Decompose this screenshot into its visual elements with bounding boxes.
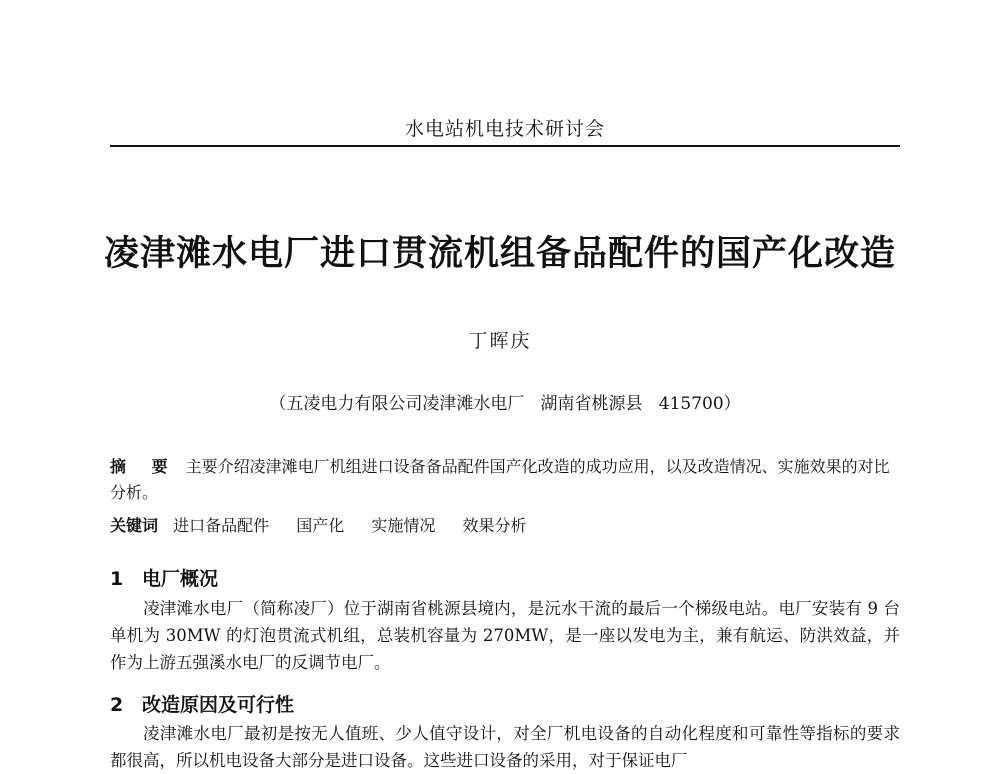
section-heading-1 [110,564,900,591]
abstract [110,454,900,506]
section-heading-2 [110,690,900,717]
section-number: 2 [110,694,124,716]
keywords-label: 关键词 [110,516,159,535]
section-1-paragraph: 凌津滩水电厂（简称凌厂）位于湖南省桃源县境内，是沅水干流的最后一个梯级电站。电厂安装有 9 台单机为 30MW 的灯泡贯流式机组，总装机容量为 270MW，是一座以发电为主，兼有航运、防洪效益，并作为上游五强溪水电厂的反调节电厂。 [110,599,900,672]
abstract-label: 摘 要 [110,457,178,476]
keyword-item: 效果分析 [462,516,527,535]
paper-title: 凌津滩水电厂进口贯流机组备品配件的国产化改造 [103,233,896,274]
keyword-item: 进口备品配件 [173,516,270,535]
header-rule [110,145,900,147]
running-header: 水电站机电技术研讨会 [404,118,605,140]
section-title: 改造原因及可行性 [142,694,295,716]
author-affiliation: （五凌电力有限公司凌津滩水电厂 湖南省桃源县 415700） [269,394,741,414]
author-name: 丁晖庆 [468,330,532,352]
keyword-item: 国产化 [296,516,345,535]
keywords [110,513,900,539]
keyword-item: 实施情况 [371,516,436,535]
section-number: 1 [110,568,124,590]
abstract-text: 主要介绍凌津滩电厂机组进口设备备品配件国产化改造的成功应用，以及改造情况、实施效果的对比分析。 [110,457,890,502]
section-title: 电厂概况 [142,568,219,590]
section-2-paragraph: 凌津滩水电厂最初是按无人值班、少人值守设计，对全厂机电设备的自动化程度和可靠性等指标的要求都很高，所以机电设备大部分是进口设备。这些进口设备的采用，对于保证电厂 [110,724,900,770]
